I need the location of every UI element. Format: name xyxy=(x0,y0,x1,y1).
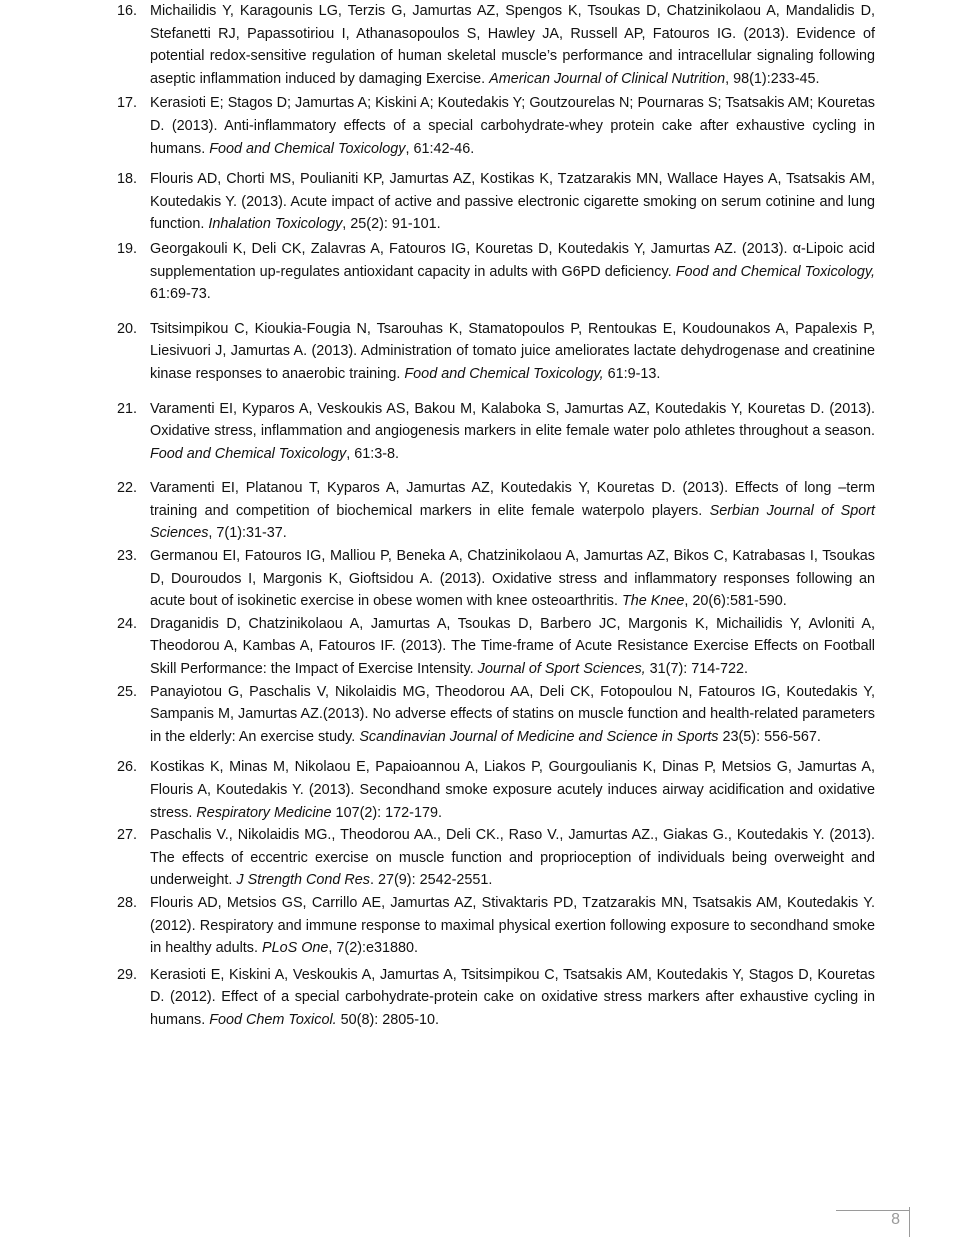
reference-number: 28. xyxy=(117,894,138,911)
reference-text: Germanou EI, Fatouros IG, Malliou P, Beneka A, Chatzinikolaou A, Jamurtas AZ, Bikos C, Katrabasas I, Tsoukas D, Douroudos I, Margonis K, Gioftsidou A. (2013). Oxidative stress and inflammatory responses following an acute bout of isokinetic exercise in obese women with knee osteoarthritis. xyxy=(150,548,875,610)
reference-item-25 xyxy=(117,681,875,749)
reference-journal: Respiratory Medicine xyxy=(196,804,332,821)
reference-item-29 xyxy=(117,964,875,1032)
reference-text: Kerasioti E; Stagos D; Jamurtas A; Kiskini A; Koutedakis Y; Goutzourelas N; Pournaras S; Tsatsakis AM; Kouretas D. (2013). Anti-inflammatory effects of a special carbohydrate-whey protein cake after exhaustive cycling in humans. xyxy=(150,95,875,157)
reference-details: , 7(2):e31880. xyxy=(328,940,419,957)
reference-journal: The Knee xyxy=(621,593,685,610)
reference-text: Flouris AD, Metsios GS, Carrillo AE, Jamurtas AZ, Stivaktaris PD, Tzatzarakis MN, Tsatsakis AM, Koutedakis Y. (2012). Respiratory and immune response to maximal physical exertion following exposure to secondhand smoke in healthy adults. xyxy=(150,894,875,957)
reference-item-18 xyxy=(117,168,875,236)
reference-details: , 25(2): 91-101. xyxy=(342,216,441,233)
reference-text: Panayiotou G, Paschalis V, Nikolaidis MG, Theodorou AA, Deli CK, Fotopoulou N, Fatouros IG, Koutedakis Y, Sampanis M, Jamurtas AZ.(2013). No adverse effects of statins on muscle function and health-related parameters in the elderly: An exercise study. xyxy=(150,683,875,745)
reference-details: , 20(6):581-590. xyxy=(684,593,787,610)
reference-text: Kostikas K, Minas M, Nikolaou E, Papaioannou A, Liakos P, Gourgoulianis K, Dinas P, Metsios G, Jamurtas A, Flouris A, Koutedakis Y. (2013). Secondhand smoke exposure acutely induces airway acidification and oxidative stress. xyxy=(150,759,875,821)
reference-number: 24. xyxy=(117,615,138,632)
reference-list xyxy=(117,0,875,1032)
reference-journal: Food and Chemical Toxicology xyxy=(150,445,347,462)
reference-item-22 xyxy=(117,477,875,545)
reference-journal: J Strength Cond Res xyxy=(236,872,370,889)
reference-details: 23(5): 556-567. xyxy=(718,728,821,745)
reference-journal: Inhalation Toxicology xyxy=(208,216,343,233)
reference-journal: Serbian Journal of Sport Sciences xyxy=(150,502,875,542)
reference-item-19 xyxy=(117,238,875,306)
reference-text: Georgakouli K, Deli CK, Zalavras A, Fatouros IG, Kouretas D, Koutedakis Y, Jamurtas AZ. (2013). α-Lipoic acid supplementation up-regulates antioxidant capacity in adults with G6PD deficiency. xyxy=(150,240,875,280)
reference-journal: Journal of Sport Sciences, xyxy=(477,661,646,678)
reference-text: Varamenti EI, Kyparos A, Veskoukis AS, Bakou M, Kalaboka S, Jamurtas AZ, Koutedakis Y, Kouretas D. (2013). Oxidative stress, inflammation and angiogenesis markers in elite female water polo athletes throughout a season. xyxy=(150,400,875,440)
reference-journal: Food Chem Toxicol. xyxy=(209,1011,337,1028)
reference-item-21 xyxy=(117,398,875,466)
reference-number: 23. xyxy=(117,548,138,565)
reference-number: 16. xyxy=(117,3,138,19)
reference-details: 31(7): 714-722. xyxy=(645,661,749,678)
reference-details: 61:9-13. xyxy=(603,365,661,382)
reference-journal: PLoS One xyxy=(262,940,329,957)
reference-text: Tsitsimpikou C, Kioukia-Fougia N, Tsarouhas K, Stamatopoulos P, Rentoukas E, Koudounakos A, Papalexis P, Liesivuori J, Jamurtas A. (2013). Administration of tomato juice ameliorates lactate dehydrogenase and creatinine kinase responses to anaerobic training. xyxy=(150,320,875,382)
reference-details: 50(8): 2805-10. xyxy=(336,1011,440,1028)
reference-text: Kerasioti E, Kiskini A, Veskoukis A, Jamurtas A, Tsitsimpikou C, Tsatsakis AM, Koutedakis Y, Stagos D, Kouretas D. (2012). Effect of a special carbohydrate-protein cake on oxidative stress markers after exhaustive cycling in humans. xyxy=(150,966,875,1028)
reference-details: , 61:3-8. xyxy=(346,445,400,462)
reference-journal: Scandinavian Journal of Medicine and Science in Sports xyxy=(359,728,719,745)
reference-item-26 xyxy=(117,756,875,824)
reference-item-20 xyxy=(117,318,875,386)
reference-details: 61:69-73. xyxy=(150,286,211,303)
reference-text: Draganidis D, Chatzinikolaou A, Jamurtas A, Tsoukas D, Barbero JC, Margonis K, Michailidis Y, Avloniti A, Theodorou A, Kambas A, Fatouros IF. (2013). The Time-frame of Acute Resistance Exercise Effects on Football Skill Performance: the Impact of Exercise Intensity. xyxy=(150,615,875,678)
reference-number: 21. xyxy=(117,400,138,417)
reference-item-28 xyxy=(117,892,875,960)
reference-number: 18. xyxy=(117,171,138,188)
reference-number: 22. xyxy=(117,480,138,497)
reference-text: Varamenti EI, Platanou T, Kyparos A, Jamurtas AZ, Koutedakis Y, Kouretas D. (2013). Effects of long –term training and competition of biochemical markers in elite female waterpolo players. xyxy=(150,480,875,519)
page-number: 8 xyxy=(891,1211,900,1228)
page-number-box xyxy=(836,1207,910,1247)
reference-journal: Food and Chemical Toxicology, xyxy=(675,263,875,280)
reference-details: 107(2): 172-179. xyxy=(331,804,442,821)
reference-text: Paschalis V., Nikolaidis MG., Theodorou AA., Deli CK., Raso V., Jamurtas AZ., Giakas G., Koutedakis Y. (2013). The effects of eccentric exercise on muscle function and proprioception of individuals being overweight and underweight. xyxy=(150,827,875,889)
reference-journal: Food and Chemical Toxicology xyxy=(209,140,406,157)
reference-details: , 61:42-46. xyxy=(405,140,475,157)
reference-journal: Food and Chemical Toxicology, xyxy=(404,365,604,382)
reference-number: 27. xyxy=(117,827,138,844)
reference-details: , 98(1):233-45. xyxy=(725,70,820,87)
reference-item-16 xyxy=(117,0,875,90)
reference-journal: American Journal of Clinical Nutrition xyxy=(489,70,726,87)
reference-details: . 27(9): 2542-2551. xyxy=(370,872,493,889)
reference-item-17 xyxy=(117,92,875,160)
reference-number: 25. xyxy=(117,683,138,700)
reference-number: 26. xyxy=(117,759,138,776)
reference-text: Michailidis Y, Karagounis LG, Terzis G, Jamurtas AZ, Spengos K, Tsoukas D, Chatzinikolaou A, Mandalidis D, Stefanetti RJ, Papassotiriou I, Athanasopoulos S, Hawley JA, Russell AP, Fatouros IG. (2013). Evidence of potential redox-sensitive regulation of human skeletal muscle’s performance and intracellular signaling following aseptic inflammation induced by damaging Exercise. xyxy=(150,3,875,87)
reference-details: , 7(1):31-37. xyxy=(208,525,287,542)
reference-text: Flouris AD, Chorti MS, Poulianiti KP, Jamurtas AZ, Kostikas K, Tzatzarakis MN, Wallace Hayes A, Tsatsakis AM, Koutedakis Y. (2013). Acute impact of active and passive electronic cigarette smoking on serum cotinine and lung function. xyxy=(150,171,875,233)
reference-number: 29. xyxy=(117,966,138,983)
reference-number: 19. xyxy=(117,240,138,257)
reference-item-24 xyxy=(117,613,875,681)
reference-item-23 xyxy=(117,545,875,613)
reference-number: 17. xyxy=(117,95,138,112)
reference-item-27 xyxy=(117,824,875,892)
reference-number: 20. xyxy=(117,320,138,337)
